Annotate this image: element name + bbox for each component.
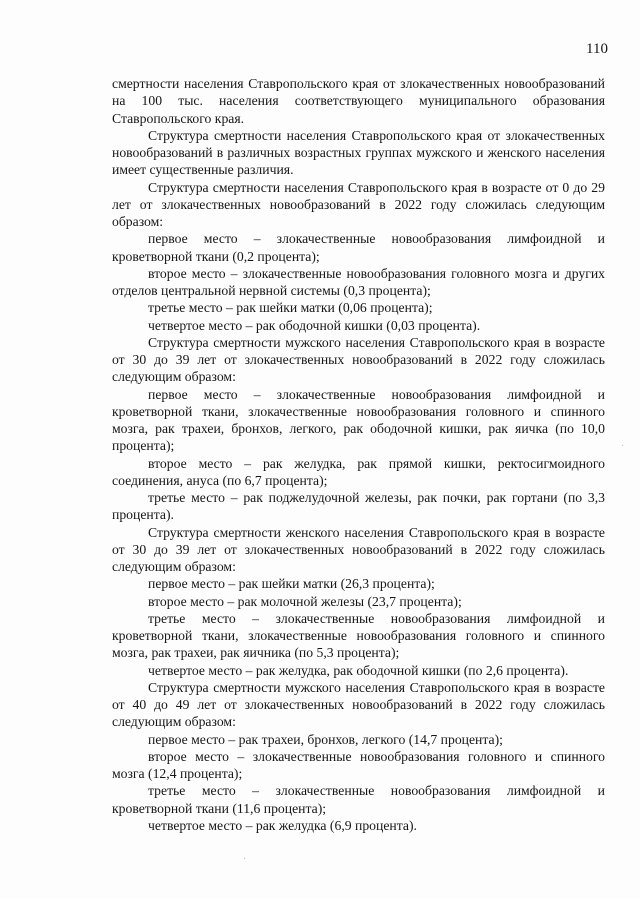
list-item: третье место – рак шейки матки (0,06 процента);: [148, 300, 433, 316]
list-item: третье место – рак поджелудочной железы, рак почки, рак гортани (по 3,3 процента).: [112, 490, 605, 523]
list-item: второе место – злокачественные новообразования головного и спинного мозга (12,4 процента);: [112, 748, 605, 781]
document-body: [112, 75, 605, 834]
list-item: четвертое место – рак желудка, рак ободочной кишки (по 2,6 процента).: [148, 662, 569, 678]
list-item: четвертое место – рак желудка (6,9 процента).: [148, 817, 417, 833]
list-item: первое место – рак трахеи, бронхов, легкого (14,7 процента);: [148, 731, 503, 747]
list-item: четвертое место – рак ободочной кишки (0,03 процента).: [148, 317, 481, 333]
page-number: 110: [586, 41, 608, 57]
list-item: второе место – рак желудка, рак прямой кишки, ректосигмоидного соединения, ануса (по 6,7 процента);: [112, 455, 605, 488]
paragraph: смертности населения Ставропольского края от злокачественных новообразований на 100 тыс. населения соответствующего муниципального образования Ставропольского края.: [112, 76, 605, 126]
list-item: первое место – злокачественные новообразования лимфоидной и кроветворной ткани (0,2 процента);: [112, 231, 605, 264]
list-item: третье место – злокачественные новообразования лимфоидной и кроветворной ткани, злокачественные новообразования головного и спинного мозга, рак трахеи, рак яичника (по 5,3 процента);: [112, 610, 605, 661]
list-item: второе место – злокачественные новообразования головного мозга и других отделов центральной нервной системы (0,3 процента);: [112, 265, 605, 298]
list-item: второе место – рак молочной железы (23,7 процента);: [148, 593, 462, 609]
list-item: первое место – злокачественные новообразования лимфоидной и кроветворной ткани, злокачественные новообразования головного и спинного мозга, рак трахеи, бронхов, легкого, рак ободочной кишки, рак яичка (по 10,0 процента);: [112, 386, 605, 454]
scan-artifact: ·: [621, 441, 625, 452]
paragraph: Структура смертности мужского населения Ставропольского края в возрасте от 30 до 39 лет от злокачественных новообразований в 2022 году сложилась следующим образом:: [112, 334, 605, 385]
paragraph: Структура смертности населения Ставропольского края в возрасте от 0 до 29 лет от злокачественных новообразований в 2022 году сложилась следующим образом:: [112, 179, 605, 229]
paragraph: Структура смертности населения Ставропольского края от злокачественных новообразований в различных возрастных группах мужского и женского населения имеет существенные различия.: [112, 127, 605, 178]
list-item: первое место – рак шейки матки (26,3 процента);: [148, 576, 435, 592]
paragraph: Структура смертности мужского населения Ставропольского края в возрасте от 40 до 49 лет от злокачественных новообразований в 2022 году сложилась следующим образом:: [112, 679, 605, 730]
list-item: третье место – злокачественные новообразования лимфоидной и кроветворной ткани (11,6 процента);: [112, 783, 605, 816]
paragraph: Структура смертности женского населения Ставропольского края в возрасте от 30 до 39 лет от злокачественных новообразований в 2022 году сложилась следующим образом:: [112, 524, 605, 574]
scan-artifact: ·: [243, 854, 247, 865]
